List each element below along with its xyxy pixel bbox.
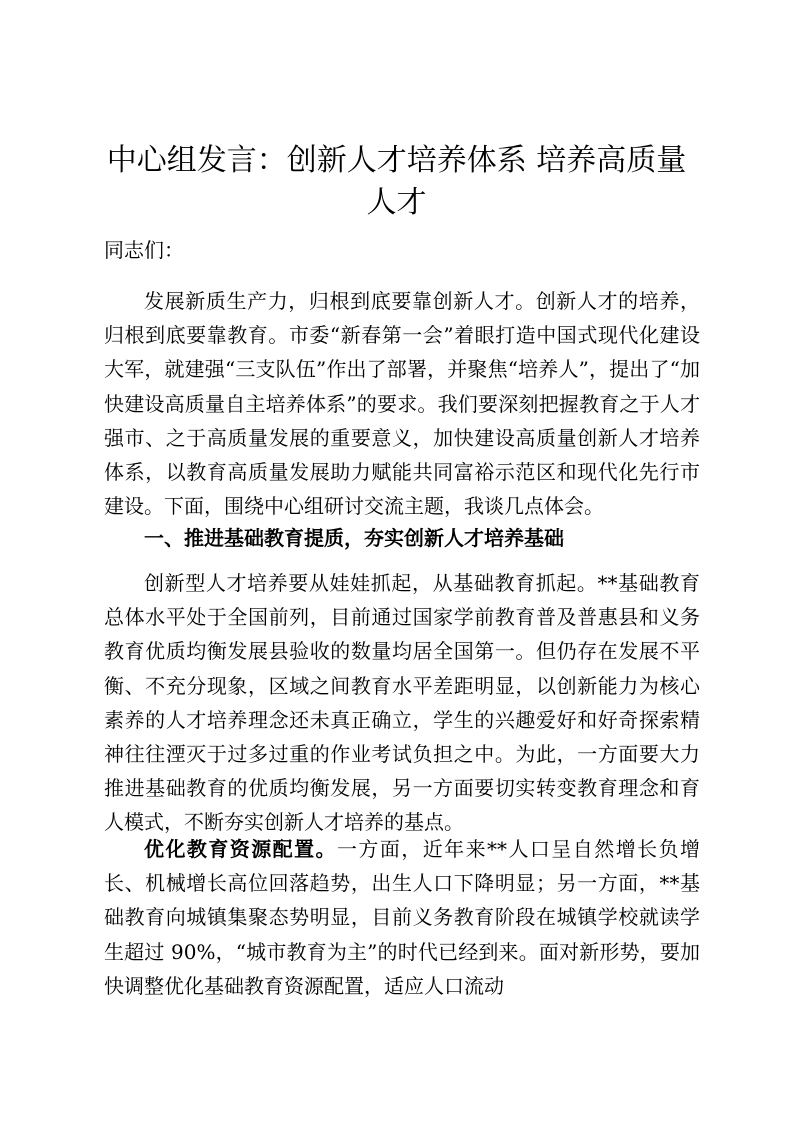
paragraph-intro: 发展新质生产力，归根到底要靠创新人才。创新人才的培养，归根到底要靠教育。市委“新春第一会”着眼打造中国式现代化建设大军，就建强“三支队伍”作出了部署，并聚焦“培养人”，提出了“加快建设高质量自主培养体系”的要求。我们要深刻把握教育之于人才强市、之于高质量发展的重要意义，加快建设高质量创新人才培养体系，以教育高质量发展助力赋能共同富裕示范区和现代化先行市建设。下面，围绕中心组研讨交流主题，我谈几点体会。 xyxy=(104,289,700,519)
paragraph-body: 一方面，近年来**人口呈自然增长负增长、机械增长高位回落趋势，出生人口下降明显；另一方面，**基础教育向城镇集聚态势明显，目前义务教育阶段在城镇学校就读学生超过 90%，“城市教育为主”的时代已经到来。面对新形势，要加快调整优化基础教育资源配置，适应人口流动 xyxy=(104,837,701,998)
paragraph-lead-bold: 优化教育资源配置。 xyxy=(144,837,337,861)
document-title: 中心组发言：创新人才培养体系 培养高质量人才 xyxy=(106,143,687,220)
paragraph-basic-education: 创新型人才培养要从娃娃抓起，从基础教育抓起。**基础教育总体水平处于全国前列，目前通过国家学前教育普及普惠县和义务教育优质均衡发展县验收的数量均居全国第一。但仍存在发展不平衡、不充分现象，区域之间教育水平差距明显，以创新能力为核心素养的人才培养理念还未真正确立，学生的兴趣爱好和好奇探索精神往往湮灭于过多过重的作业考试负担之中。为此，一方面要大力推进基础教育的优质均衡发展，另一方面要切实转变教育理念和育人模式，不断夯实创新人才培养的基点。 xyxy=(104,571,700,835)
section-heading-1: 一、推进基础教育提质，夯实创新人才培养基础 xyxy=(144,526,564,550)
paragraph-resource-allocation xyxy=(104,832,700,1003)
salutation: 同志们： xyxy=(104,238,184,262)
